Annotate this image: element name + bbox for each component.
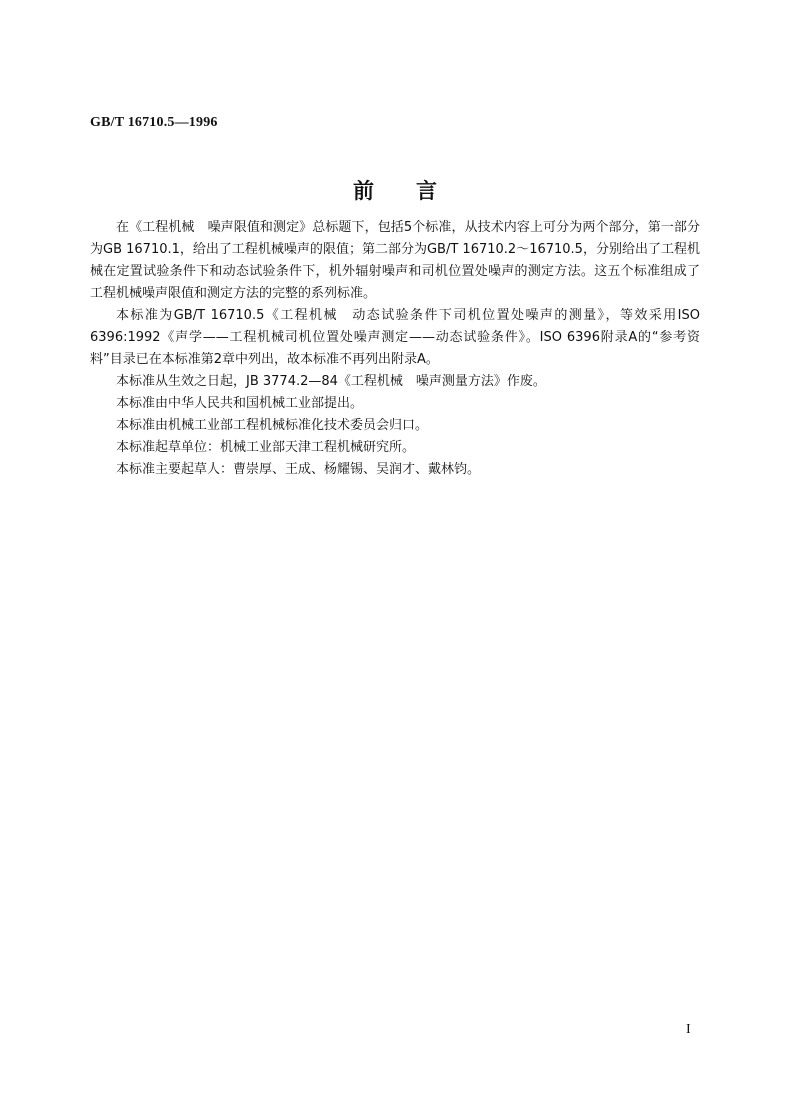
title-part-2: 言 [416,179,439,203]
paragraph-5: 本标准由机械工业部工程机械标准化技术委员会归口。 [116,418,429,433]
paragraph-2: 本标准为GB/T 16710.5《工程机械 动态试验条件下司机位置处噪声的测量》，等效采用ISO 6396:1992《声学——工程机械司机位置处噪声测定——动态试验条件》。ISO 6396附录A的“参考资料”目录已在本标准第2章中列出，故本标准不再列出附录A。 [90,308,700,367]
paragraph-4: 本标准由中华人民共和国机械工业部提出。 [116,396,364,411]
paragraph-7: 本标准主要起草人：曹崇厚、王成、杨耀锡、吴润才、戴林钧。 [116,462,481,477]
paragraph-1: 在《工程机械 噪声限值和测定》总标题下，包括5个标准，从技术内容上可分为两个部分，第一部分为GB 16710.1，给出了工程机械噪声的限值；第二部分为GB/T 16710.2～16710.5，分别给出了工程机械在定置试验条件下和动态试验条件下，机外辐射噪声和司机位置处噪声的测定方法。这五个标准组成了工程机械噪声限值和测定方法的完整的系列标准。 [90,220,700,301]
foreword-body [90,217,700,481]
page-number: I [686,1022,691,1037]
standard-code-header: GB/T 16710.5—1996 [90,115,218,130]
paragraph-6: 本标准起草单位：机械工业部天津工程机械研究所。 [116,440,416,455]
paragraph-3: 本标准从生效之日起，JB 3774.2—84《工程机械 噪声测量方法》作废。 [116,374,546,389]
title-part-1: 前 [353,179,376,203]
page-title [0,175,792,205]
